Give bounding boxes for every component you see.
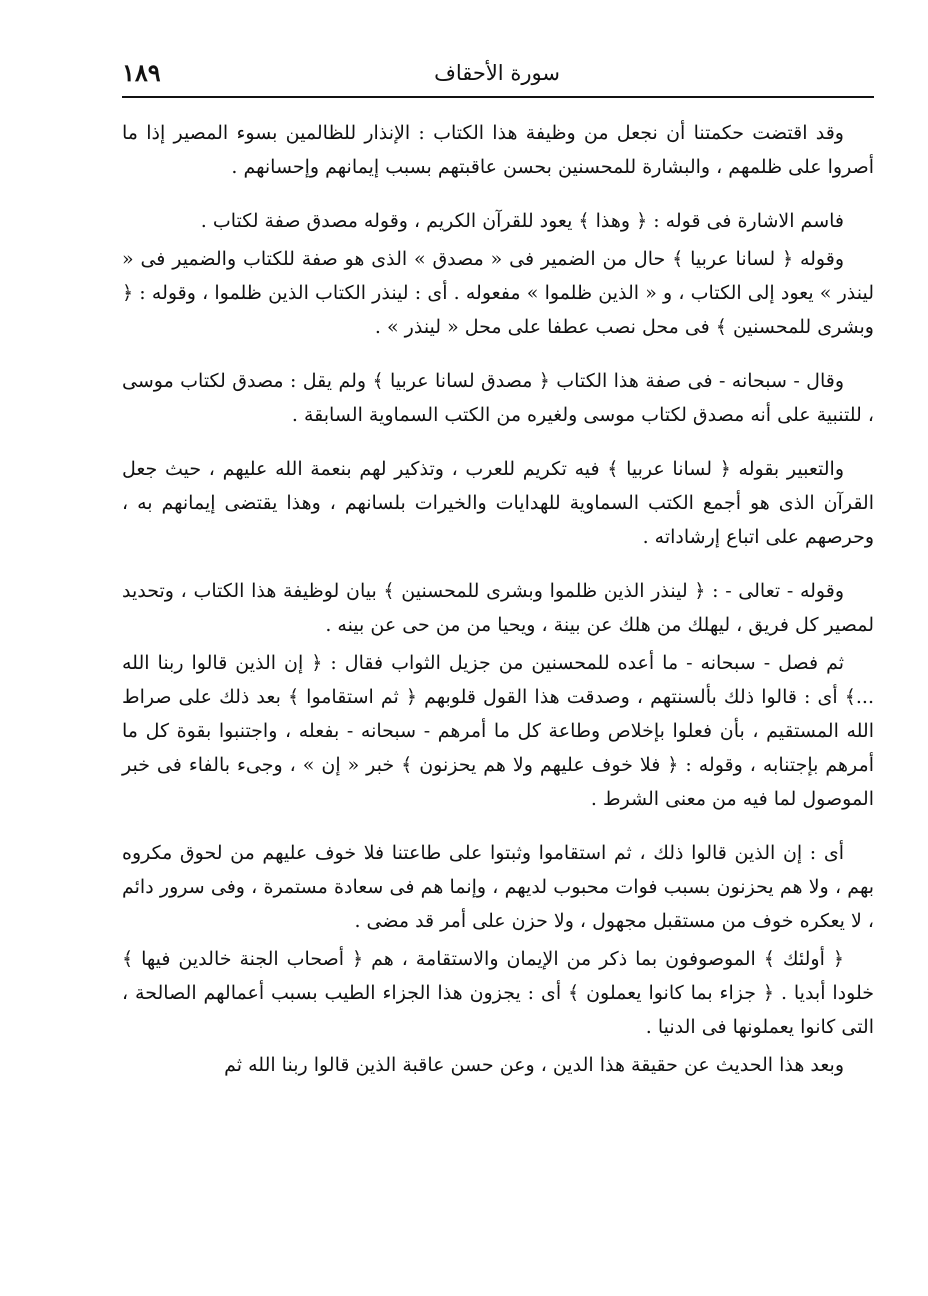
paragraph: فاسم الاشارة فى قوله : ﴿ وهذا ﴾ يعود للقرآن الكريم ، وقوله مصدق صفة لكتاب . bbox=[200, 210, 844, 232]
paragraph: وقد اقتضت حكمتنا أن نجعل من وظيفة هذا الكتاب : الإنذار للظالمين بسوء المصير إذا ما أصروا على ظلمهم ، والبشارة للمحسنين بحسن عاقبتهم بسبب إيمانهم وإحسانهم . bbox=[122, 122, 874, 178]
paragraph: وقال - سبحانه - فى صفة هذا الكتاب ﴿ مصدق لسانا عربيا ﴾ ولم يقل : مصدق لكتاب موسى ، للتنبية على أنه مصدق لكتاب موسى ولغيره من الكتب السماوية السابقة . bbox=[122, 370, 874, 426]
header-divider bbox=[122, 96, 874, 98]
paragraph: وقوله - تعالى - : ﴿ لينذر الذين ظلموا وبشرى للمحسنين ﴾ بيان لوظيفة هذا الكتاب ، وتحديد لمصير كل فريق ، ليهلك من هلك عن بينة ، ويحيا من من حى عن بينه . bbox=[122, 580, 874, 636]
paragraph: وقوله ﴿ لسانا عربيا ﴾ حال من الضمير فى « مصدق » الذى هو صفة للكتاب والضمير فى « لينذر » يعود إلى الكتاب ، و « الذين ظلموا » مفعوله . أى : لينذر الكتاب الذين ظلموا ، وقوله : ﴿ وبشرى للمحسنين ﴾ فى محل نصب عطفا على محل « لينذر » . bbox=[122, 248, 874, 338]
surah-title: سورة الأحقاف bbox=[434, 61, 560, 85]
page-body bbox=[122, 116, 874, 1082]
page-header bbox=[122, 56, 872, 96]
paragraph: ثم فصل - سبحانه - ما أعده للمحسنين من جزيل الثواب فقال : ﴿ إن الذين قالوا ربنا الله ...﴾ أى : قالوا ذلك بألسنتهم ، وصدقت هذا القول قلوبهم ﴿ ثم استقاموا ﴾ بعد ذلك على صراط الله المستقيم ، بأن فعلوا بإخلاص وطاعة كل ما أمرهم - سبحانه - بفعله ، واجتنبوا بقوة كل ما أمرهم بإجتنابه ، وقوله : ﴿ فلا خوف عليهم ولا هم يحزنون ﴾ خبر « إن » ، وجىء بالفاء فى خبر الموصول لما فيه من معنى الشرط . bbox=[122, 652, 874, 810]
page-number: ١٨٩ bbox=[122, 58, 161, 87]
paragraph: وبعد هذا الحديث عن حقيقة هذا الدين ، وعن حسن عاقبة الذين قالوا ربنا الله ثم bbox=[224, 1054, 844, 1076]
paragraph: والتعبير بقوله ﴿ لسانا عربيا ﴾ فيه تكريم للعرب ، وتذكير لهم بنعمة الله عليهم ، حيث جعل القرآن الذى هو أجمع الكتب السماوية للهدايات والخيرات بلسانهم ، وهذا يقتضى إيمانهم به ، وحرصهم على اتباع إرشاداته . bbox=[122, 458, 874, 548]
paragraph: ﴿ أولئك ﴾ الموصوفون بما ذكر من الإيمان والاستقامة ، هم ﴿ أصحاب الجنة خالدين فيها ﴾ خلودا أبديا . ﴿ جزاء بما كانوا يعملون ﴾ أى : يجزون هذا الجزاء الطيب بسبب أعمالهم الصالحة ، التى كانوا يعملونها فى الدنيا . bbox=[122, 948, 874, 1038]
paragraph: أى : إن الذين قالوا ذلك ، ثم استقاموا وثبتوا على طاعتنا فلا خوف عليهم من لحوق مكروه بهم ، ولا هم يحزنون بسبب فوات محبوب لديهم ، وإنما هم فى سعادة مستمرة ، وفى سرور دائم ، لا يعكره خوف من مستقبل مجهول ، ولا حزن على أمر قد مضى . bbox=[122, 842, 874, 932]
